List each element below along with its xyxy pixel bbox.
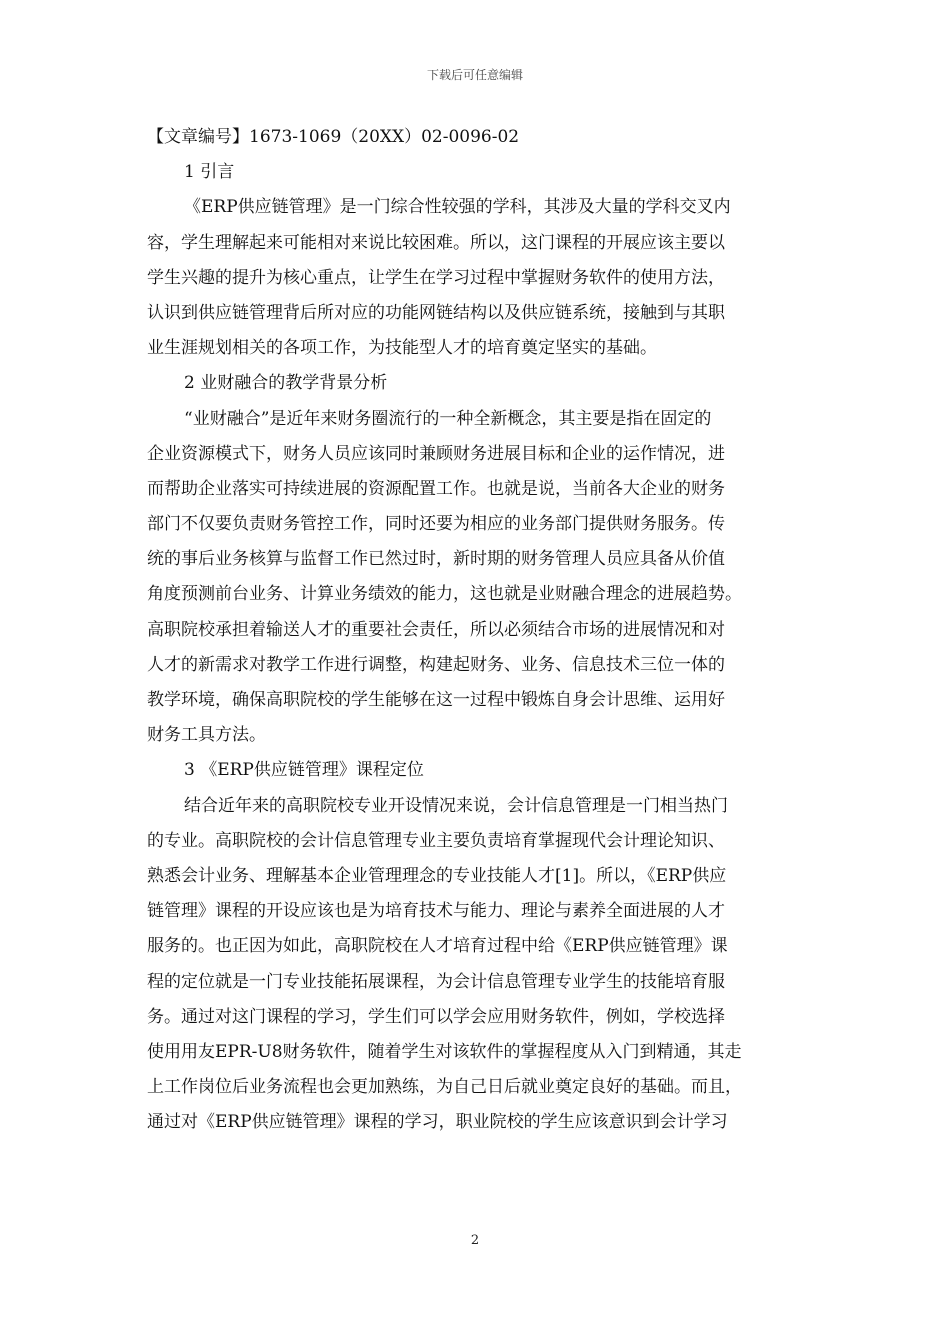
paragraph-line: 企业资源模式下，财务人员应该同时兼顾财务进展目标和企业的运作情况，进 xyxy=(147,443,725,464)
paragraph-line: 程的定位就是一门专业技能拓展课程，为会计信息管理专业学生的技能培育服 xyxy=(147,971,725,992)
paragraph-line: 人才的新需求对教学工作进行调整，构建起财务、业务、信息技术三位一体的 xyxy=(147,654,725,675)
paragraph-line: 认识到供应链管理背后所对应的功能网链结构以及供应链系统，接触到与其职 xyxy=(147,302,725,323)
paragraph-line: 业生涯规划相关的各项工作，为技能型人才的培育奠定坚实的基础。 xyxy=(147,338,657,359)
paragraph-line: 部门不仅要负责财务管控工作，同时还要为相应的业务部门提供财务服务。传 xyxy=(147,514,725,535)
paragraph-line: 学生兴趣的提升为核心重点，让学生在学习过程中掌握财务软件的使用方法， xyxy=(147,267,725,288)
paragraph-line: 容，学生理解起来可能相对来说比较困难。所以，这门课程的开展应该主要以 xyxy=(147,232,725,253)
section-heading-3: 3 《ERP供应链管理》课程定位 xyxy=(184,760,424,781)
article-number: 【文章编号】1673-1069（20XX）02-0096-02 xyxy=(147,127,520,147)
paragraph-line: 统的事后业务核算与监督工作已然过时，新时期的财务管理人员应具备从价值 xyxy=(147,549,725,570)
page-header: 下载后可任意编辑 xyxy=(426,68,523,82)
section-heading-2: 2 业财融合的教学背景分析 xyxy=(184,373,388,394)
paragraph-line: “业财融合”是近年来财务圈流行的一种全新概念，其主要是指在固定的 xyxy=(184,408,712,429)
section-heading-1: 1 引言 xyxy=(184,162,235,183)
paragraph-line: 熟悉会计业务、理解基本企业管理理念的专业技能人才[1]。所以，《ERP供应 xyxy=(147,865,727,886)
paragraph-line: 角度预测前台业务、计算业务绩效的能力，这也就是业财融合理念的进展趋势。 xyxy=(147,584,742,605)
paragraph-line: 财务工具方法。 xyxy=(147,725,266,746)
page-number: 2 xyxy=(470,1233,480,1248)
paragraph-line: 链管理》课程的开设应该也是为培育技术与能力、理论与素养全面进展的人才 xyxy=(147,901,725,922)
paragraph-line: 上工作岗位后业务流程也会更加熟练，为自己日后就业奠定良好的基础。而且， xyxy=(147,1077,742,1098)
paragraph-line: 服务的。也正因为如此，高职院校在人才培育过程中给《ERP供应链管理》课 xyxy=(147,936,728,957)
document-body xyxy=(147,120,807,1140)
paragraph-line: 通过对《ERP供应链管理》课程的学习，职业院校的学生应该意识到会计学习 xyxy=(147,1112,728,1133)
paragraph-line: 《ERP供应链管理》是一门综合性较强的学科，其涉及大量的学科交叉内 xyxy=(184,197,731,218)
paragraph-line: 务。通过对这门课程的学习，学生们可以学会应用财务软件，例如，学校选择 xyxy=(147,1006,725,1027)
paragraph-line: 高职院校承担着输送人才的重要社会责任，所以必须结合市场的进展情况和对 xyxy=(147,619,725,640)
paragraph-line: 教学环境，确保高职院校的学生能够在这一过程中锻炼自身会计思维、运用好 xyxy=(147,690,725,710)
paragraph-line: 的专业。高职院校的会计信息管理专业主要负责培育掌握现代会计理论知识、 xyxy=(147,830,725,851)
paragraph-line: 使用用友EPR-U8财务软件，随着学生对该软件的掌握程度从入门到精通，其走 xyxy=(147,1041,742,1062)
paragraph-line: 结合近年来的高职院校专业开设情况来说，会计信息管理是一门相当热门 xyxy=(184,795,728,816)
paragraph-line: 而帮助企业落实可持续进展的资源配置工作。也就是说，当前各大企业的财务 xyxy=(147,478,725,499)
